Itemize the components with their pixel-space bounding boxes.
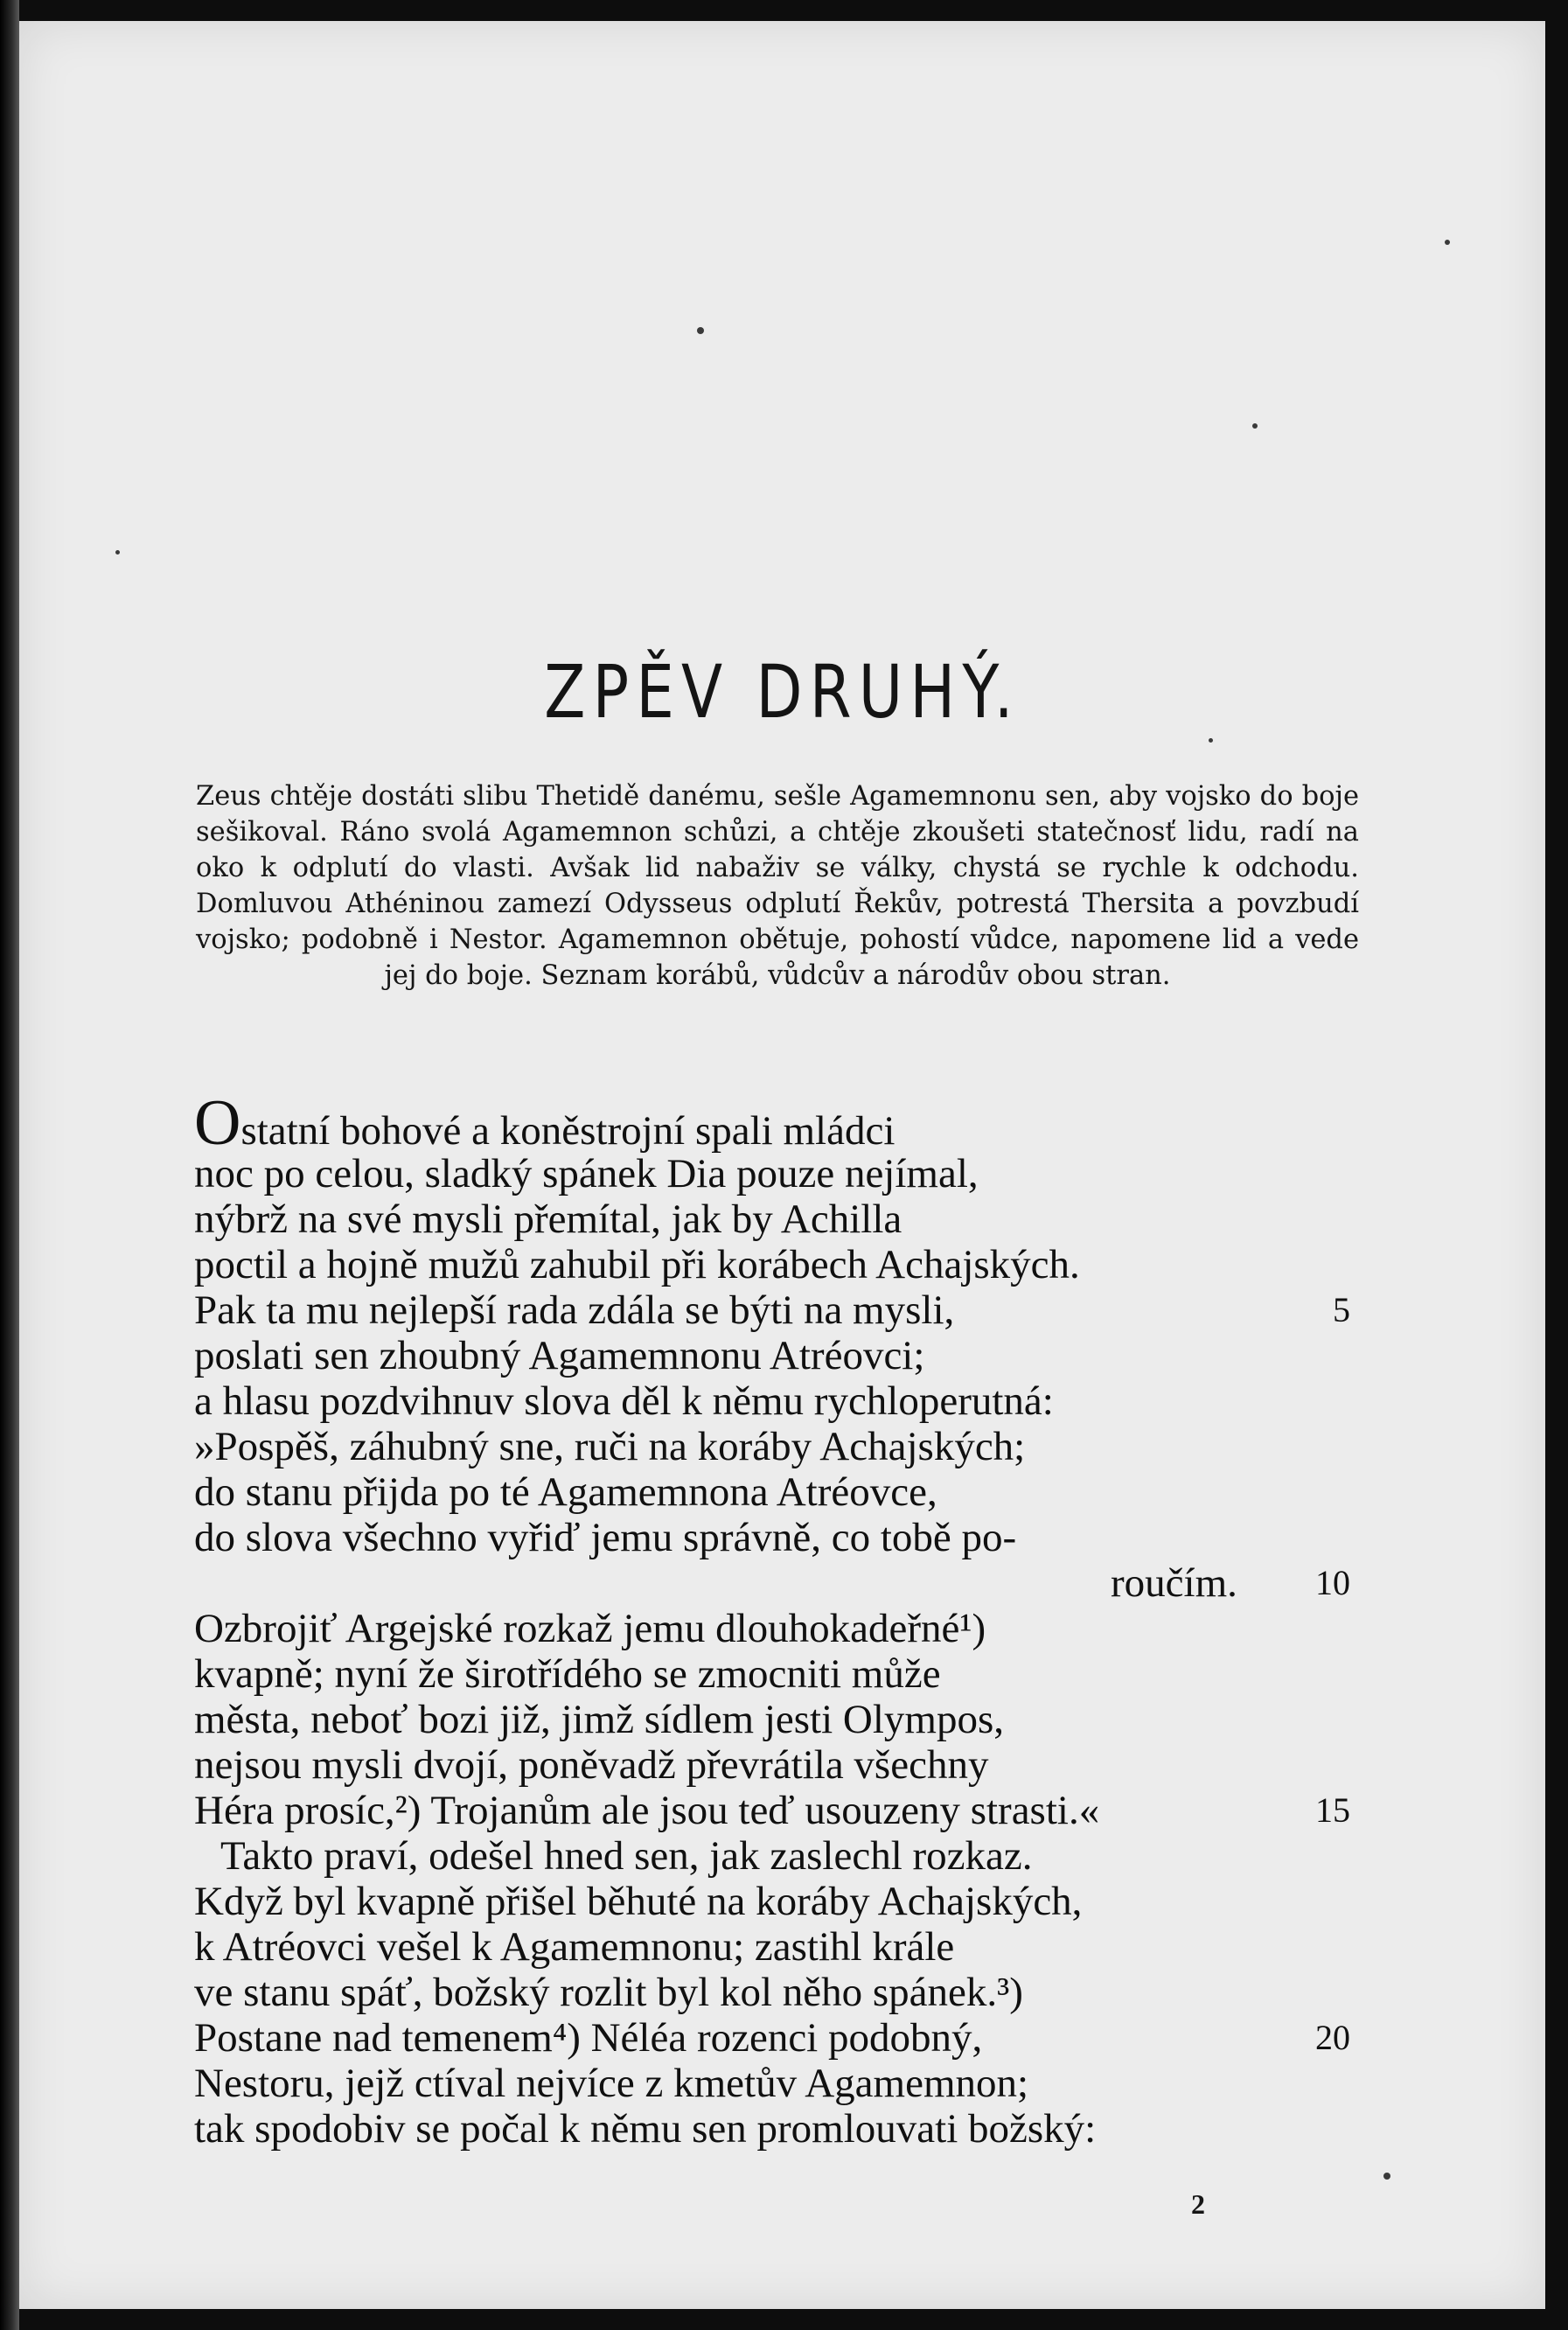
verse-line: nejsou mysli dvojí, poněvadž převrátila všechny	[194, 1742, 989, 1788]
verse-line: kvapně; nyní že širotřídého se zmocniti může	[194, 1651, 941, 1697]
line-number: 20	[1315, 2018, 1350, 2057]
paper-speck	[115, 550, 120, 555]
paper-speck	[1383, 2173, 1390, 2180]
verse-line: k Atréovci vešel k Agamemnonu; zastihl krále	[194, 1924, 955, 1970]
chapter-title: ZPĚV DRUHÝ.	[544, 649, 1021, 735]
verse-line: poslati sen zhoubný Agamemnonu Atréovci;	[194, 1333, 925, 1378]
verse-line: do stanu přijda po té Agamemnona Atréovce,	[194, 1469, 937, 1515]
drop-initial: O	[194, 1087, 241, 1159]
verse-line: nýbrž na své mysli přemítal, jak by Achilla	[194, 1196, 902, 1242]
verse-block	[19, 21, 1545, 2309]
verse-line: Ostatní bohové a koněstrojní spali mládci	[194, 1087, 896, 1159]
verse-line: Nestoru, jejž ctíval nejvíce z kmetův Agamemnon;	[194, 2061, 1029, 2106]
line-number: 15	[1315, 1790, 1350, 1830]
book-spine-edge	[0, 0, 19, 2330]
paper-speck	[697, 327, 704, 334]
verse-line: ve stanu spáť, božský rozlit byl kol něho spánek.³)	[194, 1970, 1023, 2015]
verse-line: Héra prosíc,²) Trojanům ale jsou teď usouzeny strasti.«	[194, 1788, 1100, 1833]
verse-line: Takto praví, odešel hned sen, jak zaslechl rozkaz.	[220, 1833, 1033, 1879]
verse-line: poctil a hojně mužů zahubil při korábech Achajských.	[194, 1242, 1080, 1287]
line-number: 10	[1315, 1563, 1350, 1602]
verse-line-continuation: roučím.	[1111, 1560, 1237, 1606]
paper-speck	[1252, 423, 1258, 429]
verse-line: a hlasu pozdvihnuv slova děl k němu rychloperutná:	[194, 1378, 1054, 1424]
verse-line: do slova všechno vyřiď jemu správně, co tobě po-	[194, 1515, 1017, 1560]
verse-line: Pak ta mu nejlepší rada zdála se býti na mysli,	[194, 1287, 955, 1333]
verse-line: tak spodobiv se počal k němu sen promlouvati božský:	[194, 2106, 1097, 2152]
verse-line: noc po celou, sladký spánek Dia pouze nejímal,	[194, 1151, 979, 1196]
chapter-summary: Zeus chtěje dostáti slibu Thetidě danému, sešle Agamemnonu sen, aby vojsko do boje sešikoval. Ráno svolá Agamemnon schůzi, a chtěje zkoušeti statečnosť lidu, radí na oko k odplutí do vlasti. Avšak lid nabaživ se války, chystá se rychle k odchodu. Domluvou Athéninou zamezí Odysseus odplutí Řekův, potrestá Thersita a povzbudí vojsko; podobně i Nestor. Agamemnon obětuje, pohostí vůdce, napomene lid a vede jej do boje. Seznam korábů, vůdcův a národův obou stran.	[196, 781, 1359, 991]
verse-line: Ozbrojiť Argejské rozkaž jemu dlouhokadeřné¹)	[194, 1606, 986, 1651]
paper-speck	[1445, 240, 1450, 245]
page-number: 2	[1191, 2188, 1205, 2220]
verse-line: »Pospěš, záhubný sne, ruči na koráby Achajských;	[194, 1424, 1026, 1469]
paper-speck	[1209, 738, 1213, 743]
verse-line: města, neboť bozi již, jimž sídlem jesti Olympos,	[194, 1697, 1005, 1742]
verse-line: Postane nad temenem⁴) Néléa rozenci podobný,	[194, 2015, 983, 2061]
book-page	[19, 21, 1545, 2309]
verse-line: Když byl kvapně přišel běhuté na koráby Achajských,	[194, 1879, 1083, 1924]
line-number: 5	[1333, 1290, 1350, 1329]
